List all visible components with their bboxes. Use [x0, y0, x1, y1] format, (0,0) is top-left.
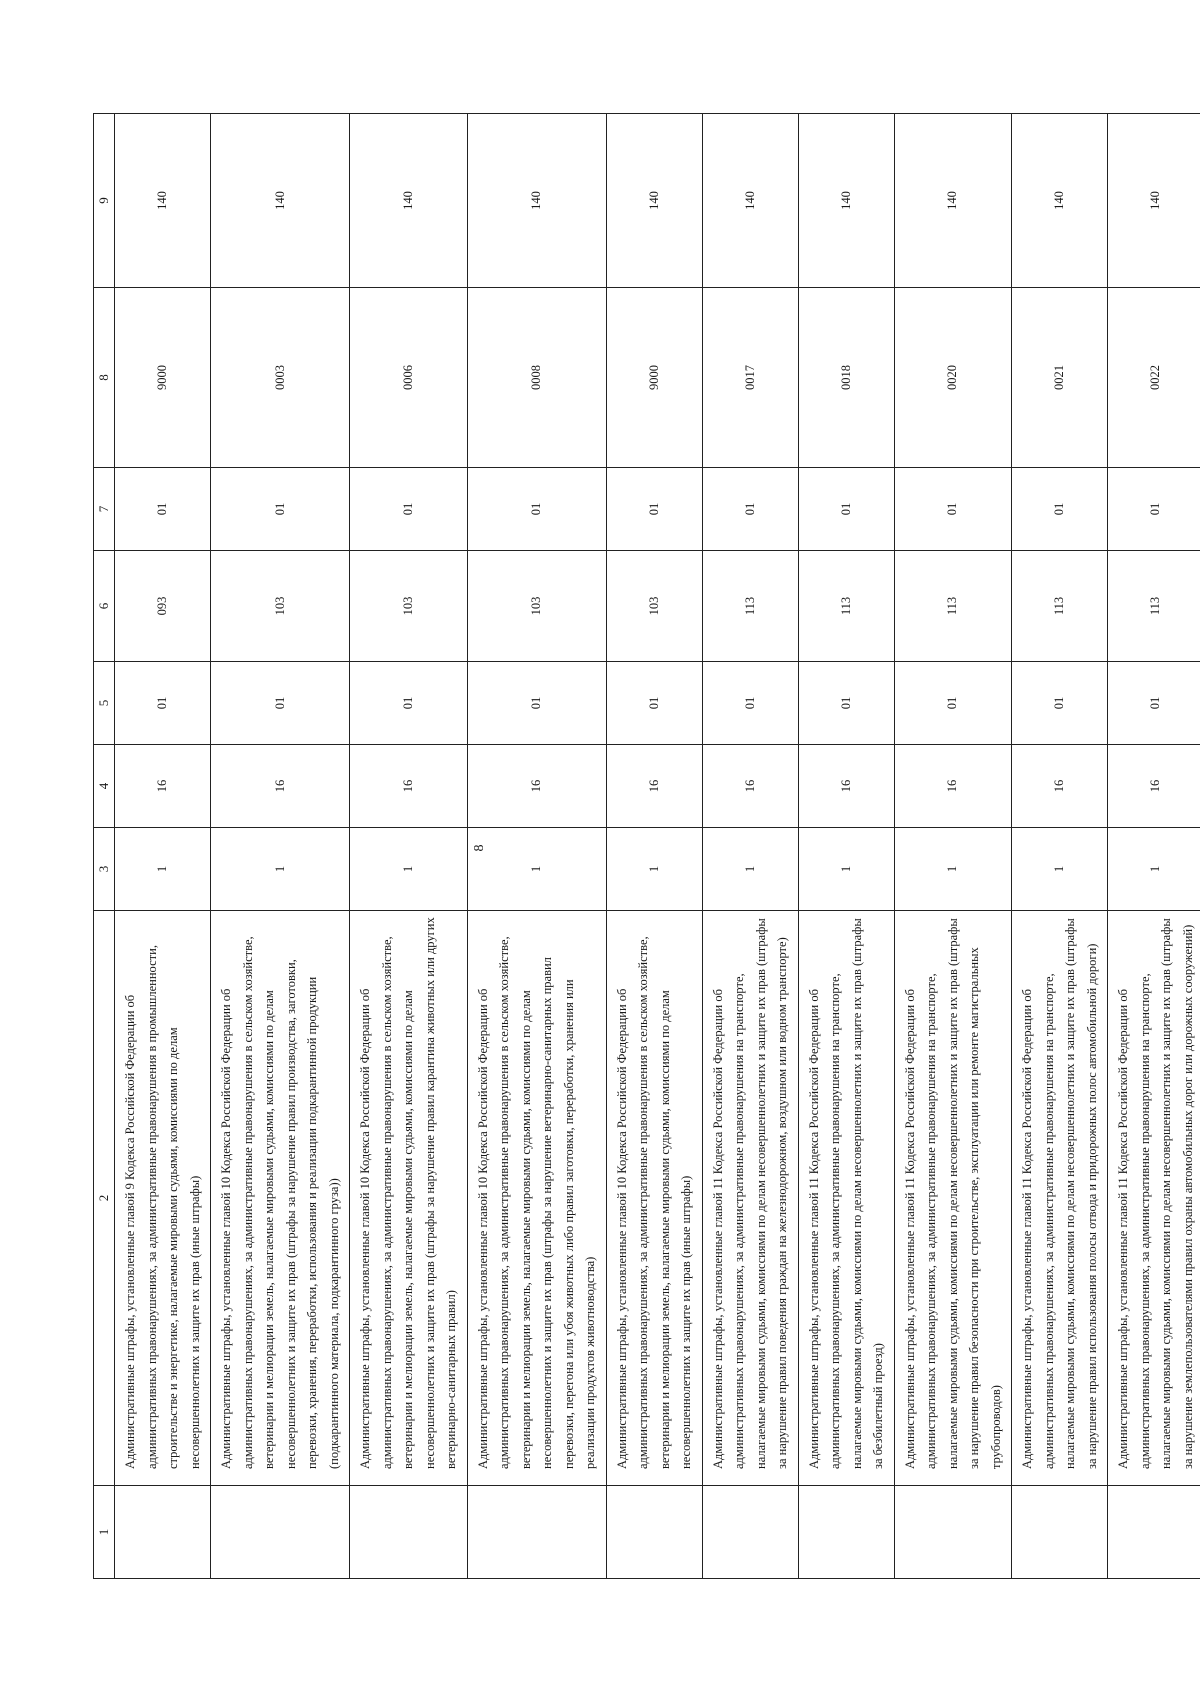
cell-col4: 16: [350, 745, 468, 828]
cell-col9: 140: [115, 114, 211, 288]
cell-col3: 1: [798, 828, 894, 911]
cell-col6: 103: [211, 551, 350, 662]
cell-col3: 1: [350, 828, 468, 911]
col-header-2: 2: [94, 911, 115, 1486]
cell-col6: 103: [467, 551, 606, 662]
cell-col9: 140: [211, 114, 350, 288]
cell-col3: 1: [1108, 828, 1200, 911]
col-header-1: 1: [94, 1486, 115, 1579]
cell-col4: 16: [798, 745, 894, 828]
col-header-4: 4: [94, 745, 115, 828]
cell-col6: 113: [702, 551, 798, 662]
table-row: [1012, 114, 1108, 1579]
cell-col1: [1012, 1486, 1108, 1579]
col-header-6: 6: [94, 551, 115, 662]
cell-col4: 16: [115, 745, 211, 828]
cell-col1: [702, 1486, 798, 1579]
rotated-table-wrapper: [93, 114, 1195, 1579]
cell-col1: [606, 1486, 702, 1579]
cell-col9: 140: [350, 114, 468, 288]
budget-codes-table: [93, 113, 1200, 1579]
cell-col4: 16: [1108, 745, 1200, 828]
cell-description: Административные штрафы, установленные главой 10 Кодекса Российской Федерации об административных правонарушениях, за административные правонарушения в сельском хозяйстве, ветеринарии и мелиорации земель, налагаемые мировыми судьями, комиссиями по делам несовершеннолетних и защите их прав (штрафы за нарушение правил карантина животных или других ветеринарно-санитарных правил): [350, 911, 468, 1486]
cell-description: Административные штрафы, установленные главой 11 Кодекса Российской Федерации об административных правонарушениях, за административные правонарушения на транспорте, налагаемые мировыми судьями, комиссиями по делам несовершеннолетних и защите их прав (штрафы за нарушение правил использования полосы отвода и придорожных полос автомобильной дороги): [1012, 911, 1108, 1486]
table-row: [467, 114, 606, 1579]
col-header-5: 5: [94, 662, 115, 745]
table-row: [606, 114, 702, 1579]
table-row: [115, 114, 211, 1579]
cell-col8: 0020: [894, 288, 1012, 468]
table-row: [211, 114, 350, 1579]
cell-col6: 093: [115, 551, 211, 662]
table-row: [702, 114, 798, 1579]
cell-col5: 01: [1012, 662, 1108, 745]
cell-description: Административные штрафы, установленные главой 11 Кодекса Российской Федерации об административных правонарушениях, за административные правонарушения на транспорте, налагаемые мировыми судьями, комиссиями по делам несовершеннолетних и защите их прав (штрафы за безбилетный проезд): [798, 911, 894, 1486]
cell-col4: 16: [606, 745, 702, 828]
cell-col8: 0021: [1012, 288, 1108, 468]
cell-col7: 01: [1012, 468, 1108, 551]
cell-col9: 140: [467, 114, 606, 288]
table-row: [894, 114, 1012, 1579]
cell-col3: 1: [606, 828, 702, 911]
cell-col9: 140: [606, 114, 702, 288]
cell-col6: 113: [1012, 551, 1108, 662]
cell-col6: 113: [894, 551, 1012, 662]
cell-col1: [211, 1486, 350, 1579]
col-header-8: 8: [94, 288, 115, 468]
table-row: [350, 114, 468, 1579]
cell-description: Административные штрафы, установленные главой 10 Кодекса Российской Федерации об административных правонарушениях, за административные правонарушения в сельском хозяйстве, ветеринарии и мелиорации земель, налагаемые мировыми судьями, комиссиями по делам несовершеннолетних и защите их прав (штрафы за нарушение правил производства, заготовки, перевозки, хранения, переработки, использования и реализации подкарантинной продукции (подкарантинного материала, подкарантинного груза)): [211, 911, 350, 1486]
cell-col9: 140: [798, 114, 894, 288]
page-number: 8: [472, 844, 487, 852]
table-row: [1108, 114, 1200, 1579]
cell-col1: [350, 1486, 468, 1579]
cell-col8: 0022: [1108, 288, 1200, 468]
cell-col1: [798, 1486, 894, 1579]
cell-col4: 16: [894, 745, 1012, 828]
cell-col1: [1108, 1486, 1200, 1579]
cell-col3: 1: [702, 828, 798, 911]
cell-description: Административные штрафы, установленные главой 10 Кодекса Российской Федерации об административных правонарушениях, за административные правонарушения в сельском хозяйстве, ветеринарии и мелиорации земель, налагаемые мировыми судьями, комиссиями по делам несовершеннолетних и защите их прав (штрафы за нарушение ветеринарно-санитарных правил перевозки, перегона или убоя животных либо правил заготовки, переработки, хранения или реализации продуктов животноводства): [467, 911, 606, 1486]
cell-col8: 9000: [606, 288, 702, 468]
cell-col4: 16: [702, 745, 798, 828]
cell-col8: 0018: [798, 288, 894, 468]
cell-col5: 01: [467, 662, 606, 745]
col-header-7: 7: [94, 468, 115, 551]
cell-col7: 01: [115, 468, 211, 551]
cell-col9: 140: [894, 114, 1012, 288]
col-header-9: 9: [94, 114, 115, 288]
cell-col3: 1: [467, 828, 606, 911]
cell-col1: [467, 1486, 606, 1579]
cell-col5: 01: [115, 662, 211, 745]
cell-col4: 16: [211, 745, 350, 828]
cell-col1: [894, 1486, 1012, 1579]
cell-col7: 01: [1108, 468, 1200, 551]
cell-col5: 01: [702, 662, 798, 745]
cell-col5: 01: [798, 662, 894, 745]
cell-col9: 140: [1012, 114, 1108, 288]
cell-col4: 16: [1012, 745, 1108, 828]
cell-col8: 0006: [350, 288, 468, 468]
cell-col7: 01: [606, 468, 702, 551]
cell-col7: 01: [350, 468, 468, 551]
cell-col3: 1: [115, 828, 211, 911]
table-row: [798, 114, 894, 1579]
cell-col6: 113: [798, 551, 894, 662]
cell-col8: 0003: [211, 288, 350, 468]
cell-col9: 140: [1108, 114, 1200, 288]
cell-description: Административные штрафы, установленные главой 11 Кодекса Российской Федерации об административных правонарушениях, за административные правонарушения на транспорте, налагаемые мировыми судьями, комиссиями по делам несовершеннолетних и защите их прав (штрафы за нарушение правил поведения граждан на железнодорожном, воздушном или водном транспорте): [702, 911, 798, 1486]
cell-col7: 01: [798, 468, 894, 551]
cell-col5: 01: [1108, 662, 1200, 745]
cell-col1: [115, 1486, 211, 1579]
cell-col6: 103: [350, 551, 468, 662]
cell-col5: 01: [606, 662, 702, 745]
cell-description: Административные штрафы, установленные главой 10 Кодекса Российской Федерации об административных правонарушениях, за административные правонарушения в сельском хозяйстве, ветеринарии и мелиорации земель, налагаемые мировыми судьями, комиссиями по делам несовершеннолетних и защите их прав (иные штрафы): [606, 911, 702, 1486]
cell-col8: 0008: [467, 288, 606, 468]
cell-col5: 01: [894, 662, 1012, 745]
cell-col3: 1: [1012, 828, 1108, 911]
cell-col8: 0017: [702, 288, 798, 468]
cell-description: Административные штрафы, установленные главой 11 Кодекса Российской Федерации об административных правонарушениях, за административные правонарушения на транспорте, налагаемые мировыми судьями, комиссиями по делам несовершеннолетних и защите их прав (штрафы за нарушение правил безопасности при строительстве, эксплуатации или ремонте магистральных трубопроводов): [894, 911, 1012, 1486]
cell-col4: 16: [467, 745, 606, 828]
cell-col7: 01: [702, 468, 798, 551]
col-header-3: 3: [94, 828, 115, 911]
cell-col3: 1: [211, 828, 350, 911]
cell-col7: 01: [211, 468, 350, 551]
header-row: [94, 114, 115, 1579]
cell-col3: 1: [894, 828, 1012, 911]
cell-col7: 01: [894, 468, 1012, 551]
cell-col8: 9000: [115, 288, 211, 468]
cell-col5: 01: [350, 662, 468, 745]
cell-col5: 01: [211, 662, 350, 745]
cell-col6: 103: [606, 551, 702, 662]
cell-col7: 01: [467, 468, 606, 551]
cell-col6: 113: [1108, 551, 1200, 662]
cell-col9: 140: [702, 114, 798, 288]
cell-description: Административные штрафы, установленные главой 11 Кодекса Российской Федерации об административных правонарушениях, за административные правонарушения на транспорте, налагаемые мировыми судьями, комиссиями по делам несовершеннолетних и защите их прав (штрафы за нарушение землепользователями правил охраны автомобильных дорог или дорожных сооружений): [1108, 911, 1200, 1486]
cell-description: Административные штрафы, установленные главой 9 Кодекса Российской Федерации об административных правонарушениях, за административные правонарушения в промышленности, строительстве и энергетике, налагаемые мировыми судьями, комиссиями по делам несовершеннолетних и защите их прав (иные штрафы): [115, 911, 211, 1486]
